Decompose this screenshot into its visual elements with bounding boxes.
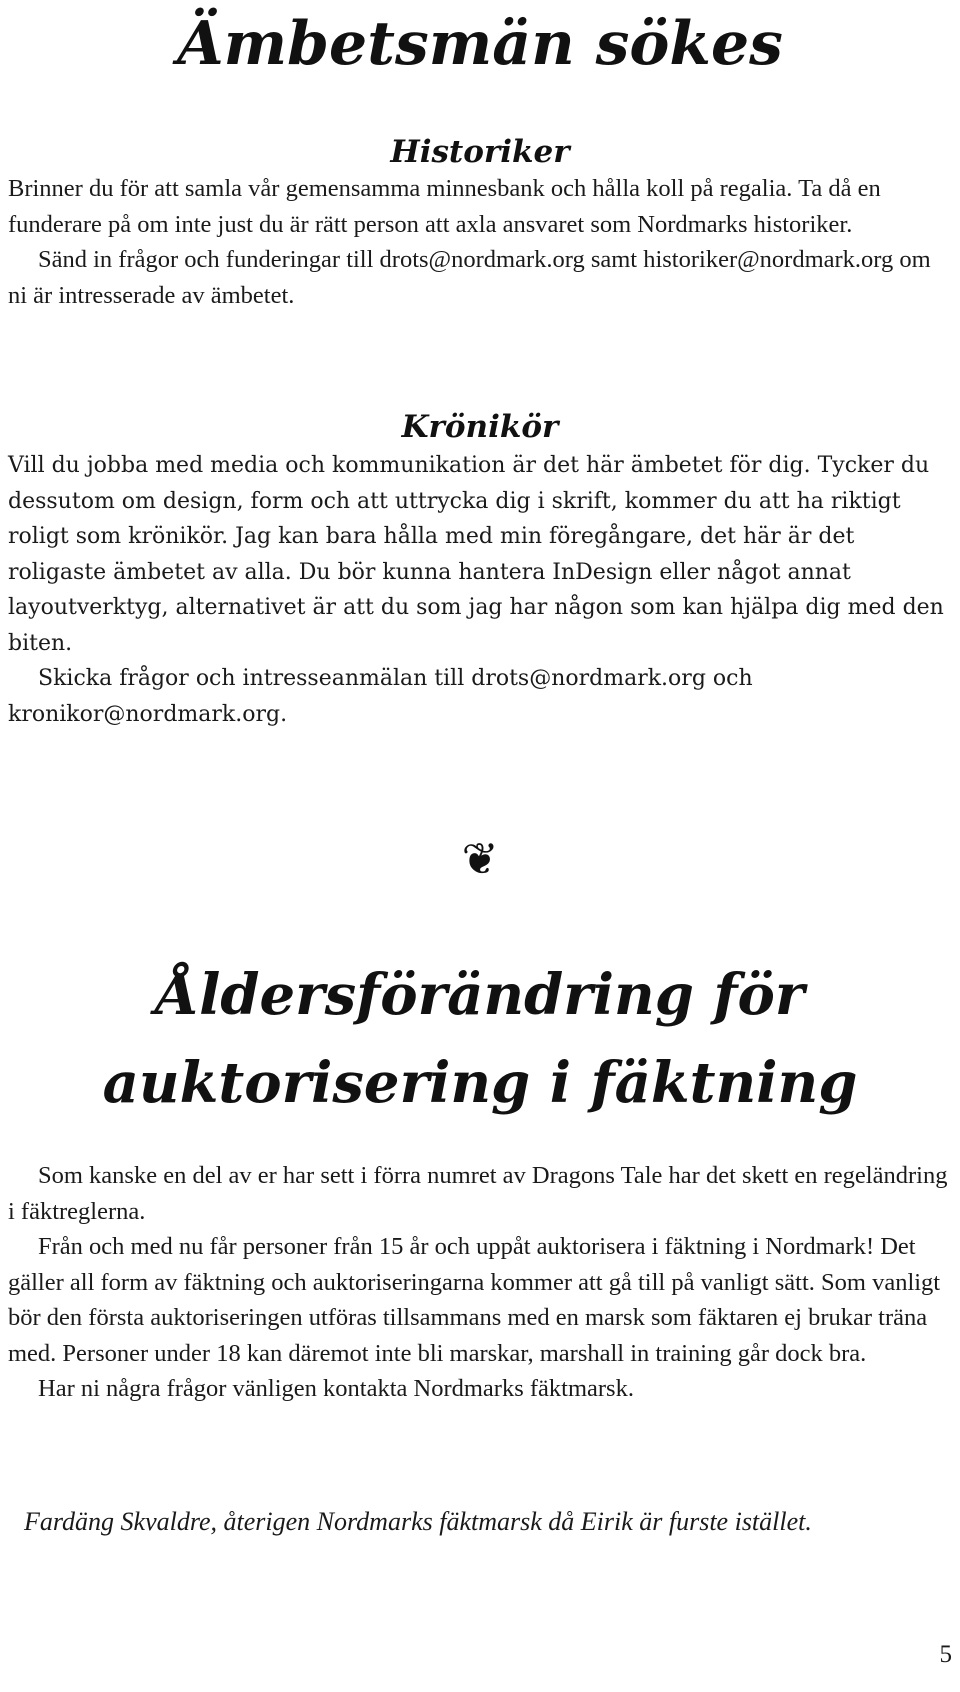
aldersforandring-paragraph-3: Har ni några frågor vänligen kontakta Nordmarks fäktmarsk.	[38, 1375, 634, 1402]
page-title: Ämbetsmän sökes	[177, 9, 783, 79]
historiker-paragraph-2: Sänd in frågor och funderingar till drots@nordmark.org samt historiker@nordmark.org om ni är intresserade av ämbetet.	[8, 246, 931, 309]
aldersforandring-paragraph-1: Som kanske en del av er har sett i förra numret av Dragons Tale har det skett en regeländring i fäktreglerna.	[8, 1162, 948, 1225]
signature: Fardäng Skvaldre, återigen Nordmarks fäktmarsk då Eirik är furste istället.	[24, 1507, 812, 1536]
page-number: 5	[939, 1641, 952, 1668]
aldersforandring-section	[8, 1158, 948, 1407]
kronikor-paragraph-1: Vill du jobba med media och kommunikation är det här ämbetet för dig. Tycker du dessutom om design, form och att uttrycka dig i skrift, kommer du att ha riktigt roligt som krönikör. Jag kan bara hålla med min föregångare, det här är det roligaste ämbetet av alla. Du bör kunna hantera InDesign eller något annat layoutverktyg, alternativet är att du som jag har någon som kan hjälpa dig med den biten.	[8, 453, 944, 656]
kronikor-section	[8, 448, 948, 732]
fleuron-ornament-icon: ❦	[461, 834, 499, 885]
aldersforandring-paragraph-2: Från och med nu får personer från 15 år och uppåt auktorisera i fäktning i Nordmark! Det gäller all form av fäktning och auktoriseringarna kommer att gå till på vanligt sätt. Som vanligt bör den första auktoriseringen utföras tillsammans med en marsk som fäktaren ej brukar träna med. Personer under 18 kan däremot inte bli marskar, marshall in training går dock bra.	[8, 1233, 941, 1367]
kronikor-heading: Krönikör	[401, 409, 559, 445]
historiker-section	[8, 171, 948, 313]
historiker-heading: Historiker	[390, 134, 570, 170]
kronikor-paragraph-2: Skicka frågor och intresseanmälan till drots@nordmark.org och kronikor@nordmark.org.	[8, 666, 753, 727]
aldersforandring-heading-line-1: Åldersförändring för	[155, 962, 805, 1028]
historiker-paragraph-1: Brinner du för att samla vår gemensamma minnesbank och hålla koll på regalia. Ta då en funderare på om inte just du är rätt person att axla ansvaret som Nordmarks historiker.	[8, 175, 881, 238]
aldersforandring-heading-line-2: auktorisering i fäktning	[102, 1050, 858, 1116]
